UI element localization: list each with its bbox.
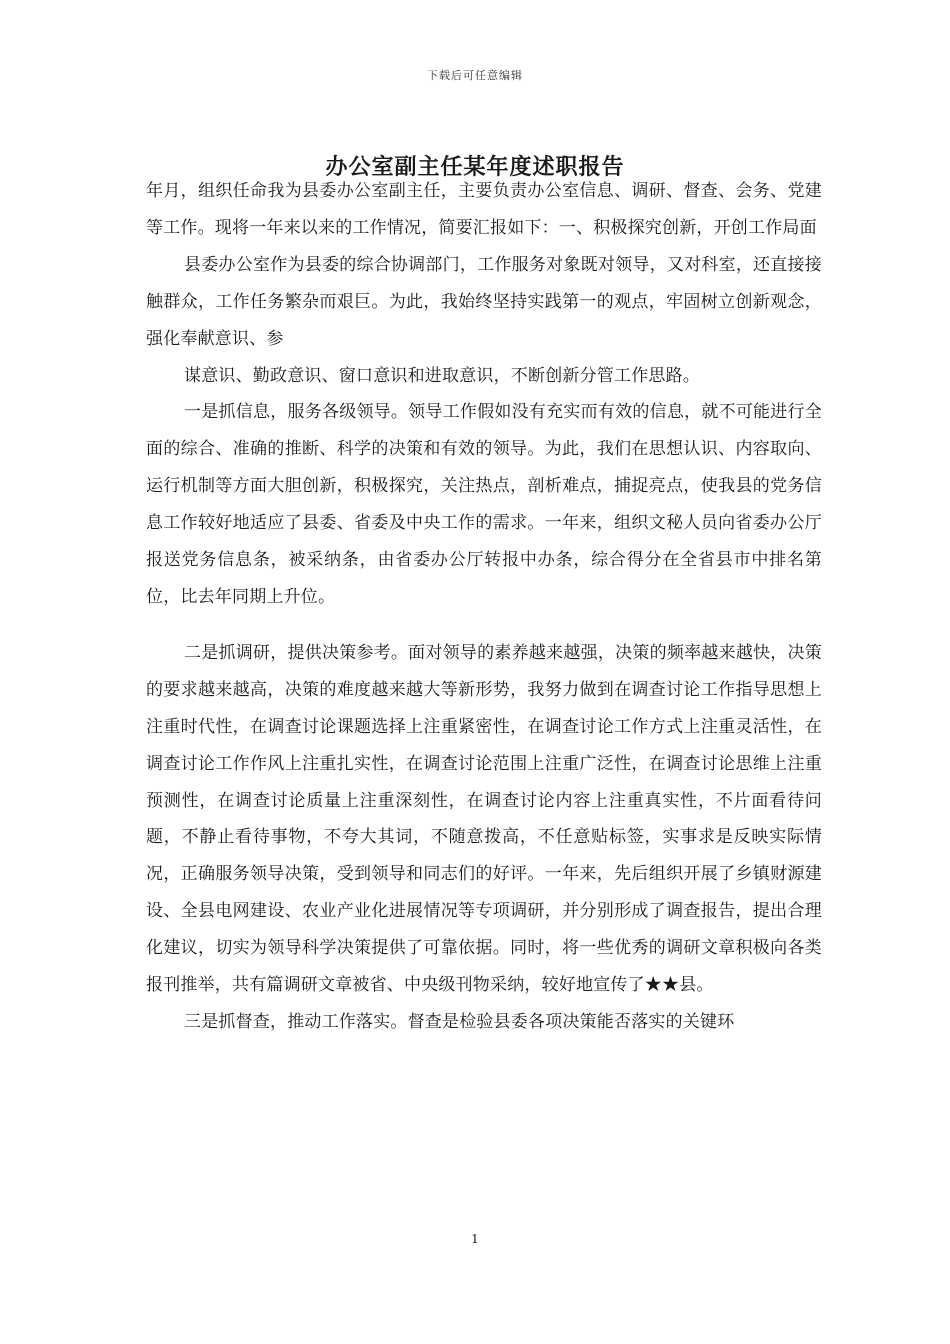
page-number: 1 [471, 1232, 479, 1246]
paragraph-supervision: 三是抓督查，推动工作落实。督查是检验县委各项决策能否落实的关键环 [184, 1011, 735, 1032]
paragraph-office-role: 县委办公室作为县委的综合协调部门，工作服务对象既对领导，又对科室，还直接接触群众，工作任务繁杂而艰巨。为此，我始终坚持实践第一的观点，牢固树立创新观念，强化奉献意识、参 [146, 254, 822, 349]
paragraph-information: 一是抓信息，服务各级领导。领导工作假如没有充实而有效的信息，就不可能进行全面的综合、准确的推断、科学的决策和有效的领导。为此，我们在思想认识、内容取向、运行机制等方面大胆创新，积极探究，关注热点，剖析难点，捕捉亮点，使我县的党务信息工作较好地适应了县委、省委及中央工作的需求。一年来，组织文秘人员向省委办公厅报送党务信息条，被采纳条，由省委办公厅转报中办条，综合得分在全省县市中排名第位，比去年同期上升位。 [146, 402, 822, 607]
page-header-note: 下载后可任意编辑 [427, 69, 523, 82]
paragraph-research: 二是抓调研，提供决策参考。面对领导的素养越来越强，决策的频率越来越快，决策的要求越来越高，决策的难度越来越大等新形势，我努力做到在调查讨论工作指导思想上注重时代性，在调查讨论课题选择上注重紧密性，在调查讨论工作方式上注重灵活性，在调查讨论工作作风上注重扎实性，在调查讨论范围上注重广泛性，在调查讨论思维上注重预测性，在调查讨论质量上注重深刻性，在调查讨论内容上注重真实性，不片面看待问题，不静止看待事物，不夸大其词，不随意拨高，不任意贴标签，实事求是反映实际情况，正确服务领导决策，受到领导和同志们的好评。一年来，先后组织开展了乡镇财源建设、全县电网建设、农业产业化进展情况等专项调研，并分别形成了调查报告，提出合理化建议，切实为领导科学决策提供了可靠依据。同时，将一些优秀的调研文章积极向各类报刊推举，共有篇调研文章被省、中央级刊物采纳，较好地宣传了★★县。 [146, 642, 822, 996]
paragraph-intro: 年月，组织任命我为县委办公室副主任，主要负责办公室信息、调研、督查、会务、党建等工作。现将一年来以来的工作情况，简要汇报如下：一、积极探究创新，开创工作局面 [146, 181, 822, 238]
document-body [146, 173, 822, 1041]
document-title: 办公室副主任某年度述职报告 [325, 154, 625, 180]
paragraph-awareness: 谋意识、勤政意识、窗口意识和进取意识，不断创新分管工作思路。 [184, 365, 700, 386]
paragraph-spacer [146, 616, 822, 635]
